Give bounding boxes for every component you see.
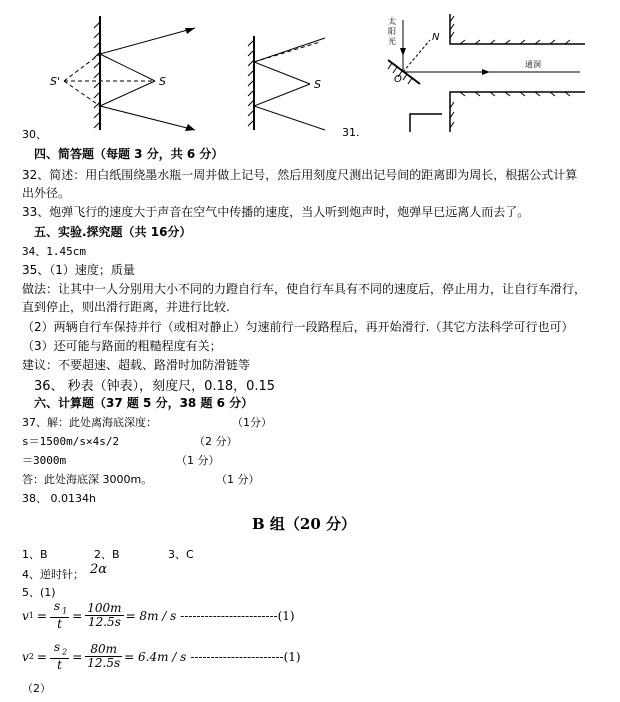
equation-v2: v 2 = $\frac{s _2}{t}$ = $\frac{80m}{12.5s}$ = 6.4m / s -----------------------(1)	[22, 640, 301, 673]
fraction-80m-over-125s: $\frac{80m}{12.5s}$	[87, 642, 121, 671]
fraction-s2-over-t: $\frac{s _2}{t}$	[50, 641, 69, 672]
q37-line-b: s＝1500m/s×4s/2	[22, 435, 120, 448]
q35-text: 35、（1）速度；质量	[22, 263, 135, 277]
q31-label: 31.	[342, 126, 360, 139]
b4-expression: 2α	[90, 562, 108, 577]
q37-line-c-score: （1 分）	[176, 454, 220, 467]
b2-answer: 2、B	[94, 548, 120, 561]
tunnel-label: 通洞	[525, 60, 541, 69]
q35-part3: （3）还可能与路面的粗糙程度有关；	[22, 339, 222, 353]
section-6-heading: 六、计算题（37 题 5 分，38 题 6 分）	[34, 396, 254, 410]
section-4-heading: 四、简答题（每题 3 分，共 6 分）	[34, 147, 224, 161]
q32-line1: 32、简述：用白纸围绕墨水瓶一周并做上记号，然后用刻度尺测出记号间的距离即为周长，根据公式计算	[22, 168, 578, 182]
o-label: O	[394, 74, 402, 85]
q35-method-line2: 直到停止，则出滑行距离，并进行比较.	[22, 300, 230, 314]
sun-label-1: 太	[388, 17, 396, 26]
fraction-100m-over-125s: $\frac{100m}{12.5s}$	[87, 601, 122, 630]
q35-suggestion: 建议：不要超速、超载、路滑时加防滑链等	[22, 358, 251, 372]
b1-answer: 1、B	[22, 548, 48, 561]
q33-text: 33、炮弹飞行的速度大于声音在空气中传播的速度，当人听到炮声时，炮弹早已远离人而去了。	[22, 205, 530, 219]
q32-line2: 出外径。	[22, 186, 71, 200]
q37-line-d-score: （1 分）	[216, 473, 260, 486]
s-prime-label: S'	[50, 75, 61, 88]
section-5-heading: 五、实验.探究题（共 16分）	[34, 225, 192, 239]
b5-part2-label: （2）	[22, 682, 51, 695]
group-b-heading: B 组（20 分）	[252, 515, 356, 533]
b3-answer: 3、C	[168, 548, 194, 561]
svg-text:阳: 阳	[388, 27, 396, 36]
q37-line-c: ＝3000m	[22, 454, 67, 467]
figure-31-tunnel	[380, 12, 590, 134]
b4-answer: 4、逆时针；	[22, 568, 84, 581]
s-label-mid: S	[314, 78, 321, 91]
q35-part2: （2）两辆自行车保持并行（或相对静止）匀速前行一段路程后，再开始滑行.（其它方法科学可行也可）	[22, 320, 574, 334]
svg-text:光: 光	[388, 37, 396, 46]
n-label: N	[432, 32, 440, 43]
q36-text: 36、 秒表（钟表），刻度尺，0.18，0.15	[34, 379, 276, 394]
q37-line-a: 37、解：此处离海底深度：	[22, 416, 157, 429]
q30-label: 30、	[22, 128, 47, 141]
q37-line-d: 答：此处海底深 3000m。	[22, 473, 153, 486]
figure-30-mirror-right	[240, 34, 330, 132]
fraction-s1-over-t: $\frac{s _1}{t}$	[50, 600, 69, 631]
figure-30-mirror-left	[20, 14, 210, 134]
equation-v1: v 1 = $\frac{s _1}{t}$ = $\frac{100m}{12.5s}$ = 8m / s ------------------------(1)	[22, 599, 295, 632]
q38-text: 38、 0.0134h	[22, 492, 96, 505]
q37-line-b-score: （2 分）	[194, 435, 238, 448]
q37-line-a-score: （1分）	[232, 416, 272, 429]
q35-method-line1: 做法：让其中一人分别用大小不同的力蹬自行车，使自行车具有不同的速度后，停止用力，让自行车滑行，	[22, 282, 587, 296]
b5-label: 5、(1)	[22, 586, 56, 599]
q34-text: 34、1.45cm	[22, 245, 86, 258]
s-label: S	[159, 75, 166, 88]
